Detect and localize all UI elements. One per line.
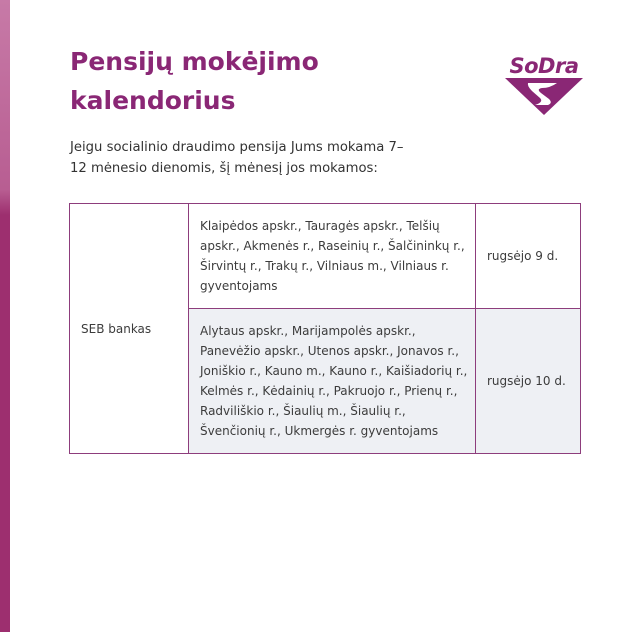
payment-calendar-table bbox=[69, 203, 581, 454]
payment-date-cell: rugsėjo 9 d. bbox=[476, 204, 581, 309]
intro-text: Jeigu socialinio draudimo pensija Jums mokama 7–12 mėnesio dienomis, šį mėnesį jos mokamos: bbox=[70, 140, 404, 176]
bank-name-cell: SEB bankas bbox=[70, 204, 189, 454]
sodra-logo-mark-icon bbox=[505, 78, 583, 116]
table-row bbox=[70, 204, 581, 309]
regions-cell: Alytaus apskr., Marijampolės apskr., Panevėžio apskr., Utenos apskr., Jonavos r., Joniškio r., Kauno m., Kauno r., Kaišiadorių r., Kelmės r., Kėdainių r., Pakruojo r., Prienų r., Radviliškio r., Šiaulių m., Šiaulių r., Švenčionių r., Ukmergės r. gyventojams bbox=[189, 309, 476, 454]
sodra-logo bbox=[498, 54, 590, 116]
side-accent-bar bbox=[0, 0, 10, 632]
logo-wordmark: SoDra bbox=[509, 54, 579, 78]
payment-date-cell: rugsėjo 10 d. bbox=[476, 309, 581, 454]
page-title: Pensijų mokėjimo kalendorius bbox=[70, 47, 319, 115]
regions-cell: Klaipėdos apskr., Tauragės apskr., Telšių apskr., Akmenės r., Raseinių r., Šalčininkų r., Širvintų r., Trakų r., Vilniaus m., Vilniaus r. gyventojams bbox=[189, 204, 476, 309]
